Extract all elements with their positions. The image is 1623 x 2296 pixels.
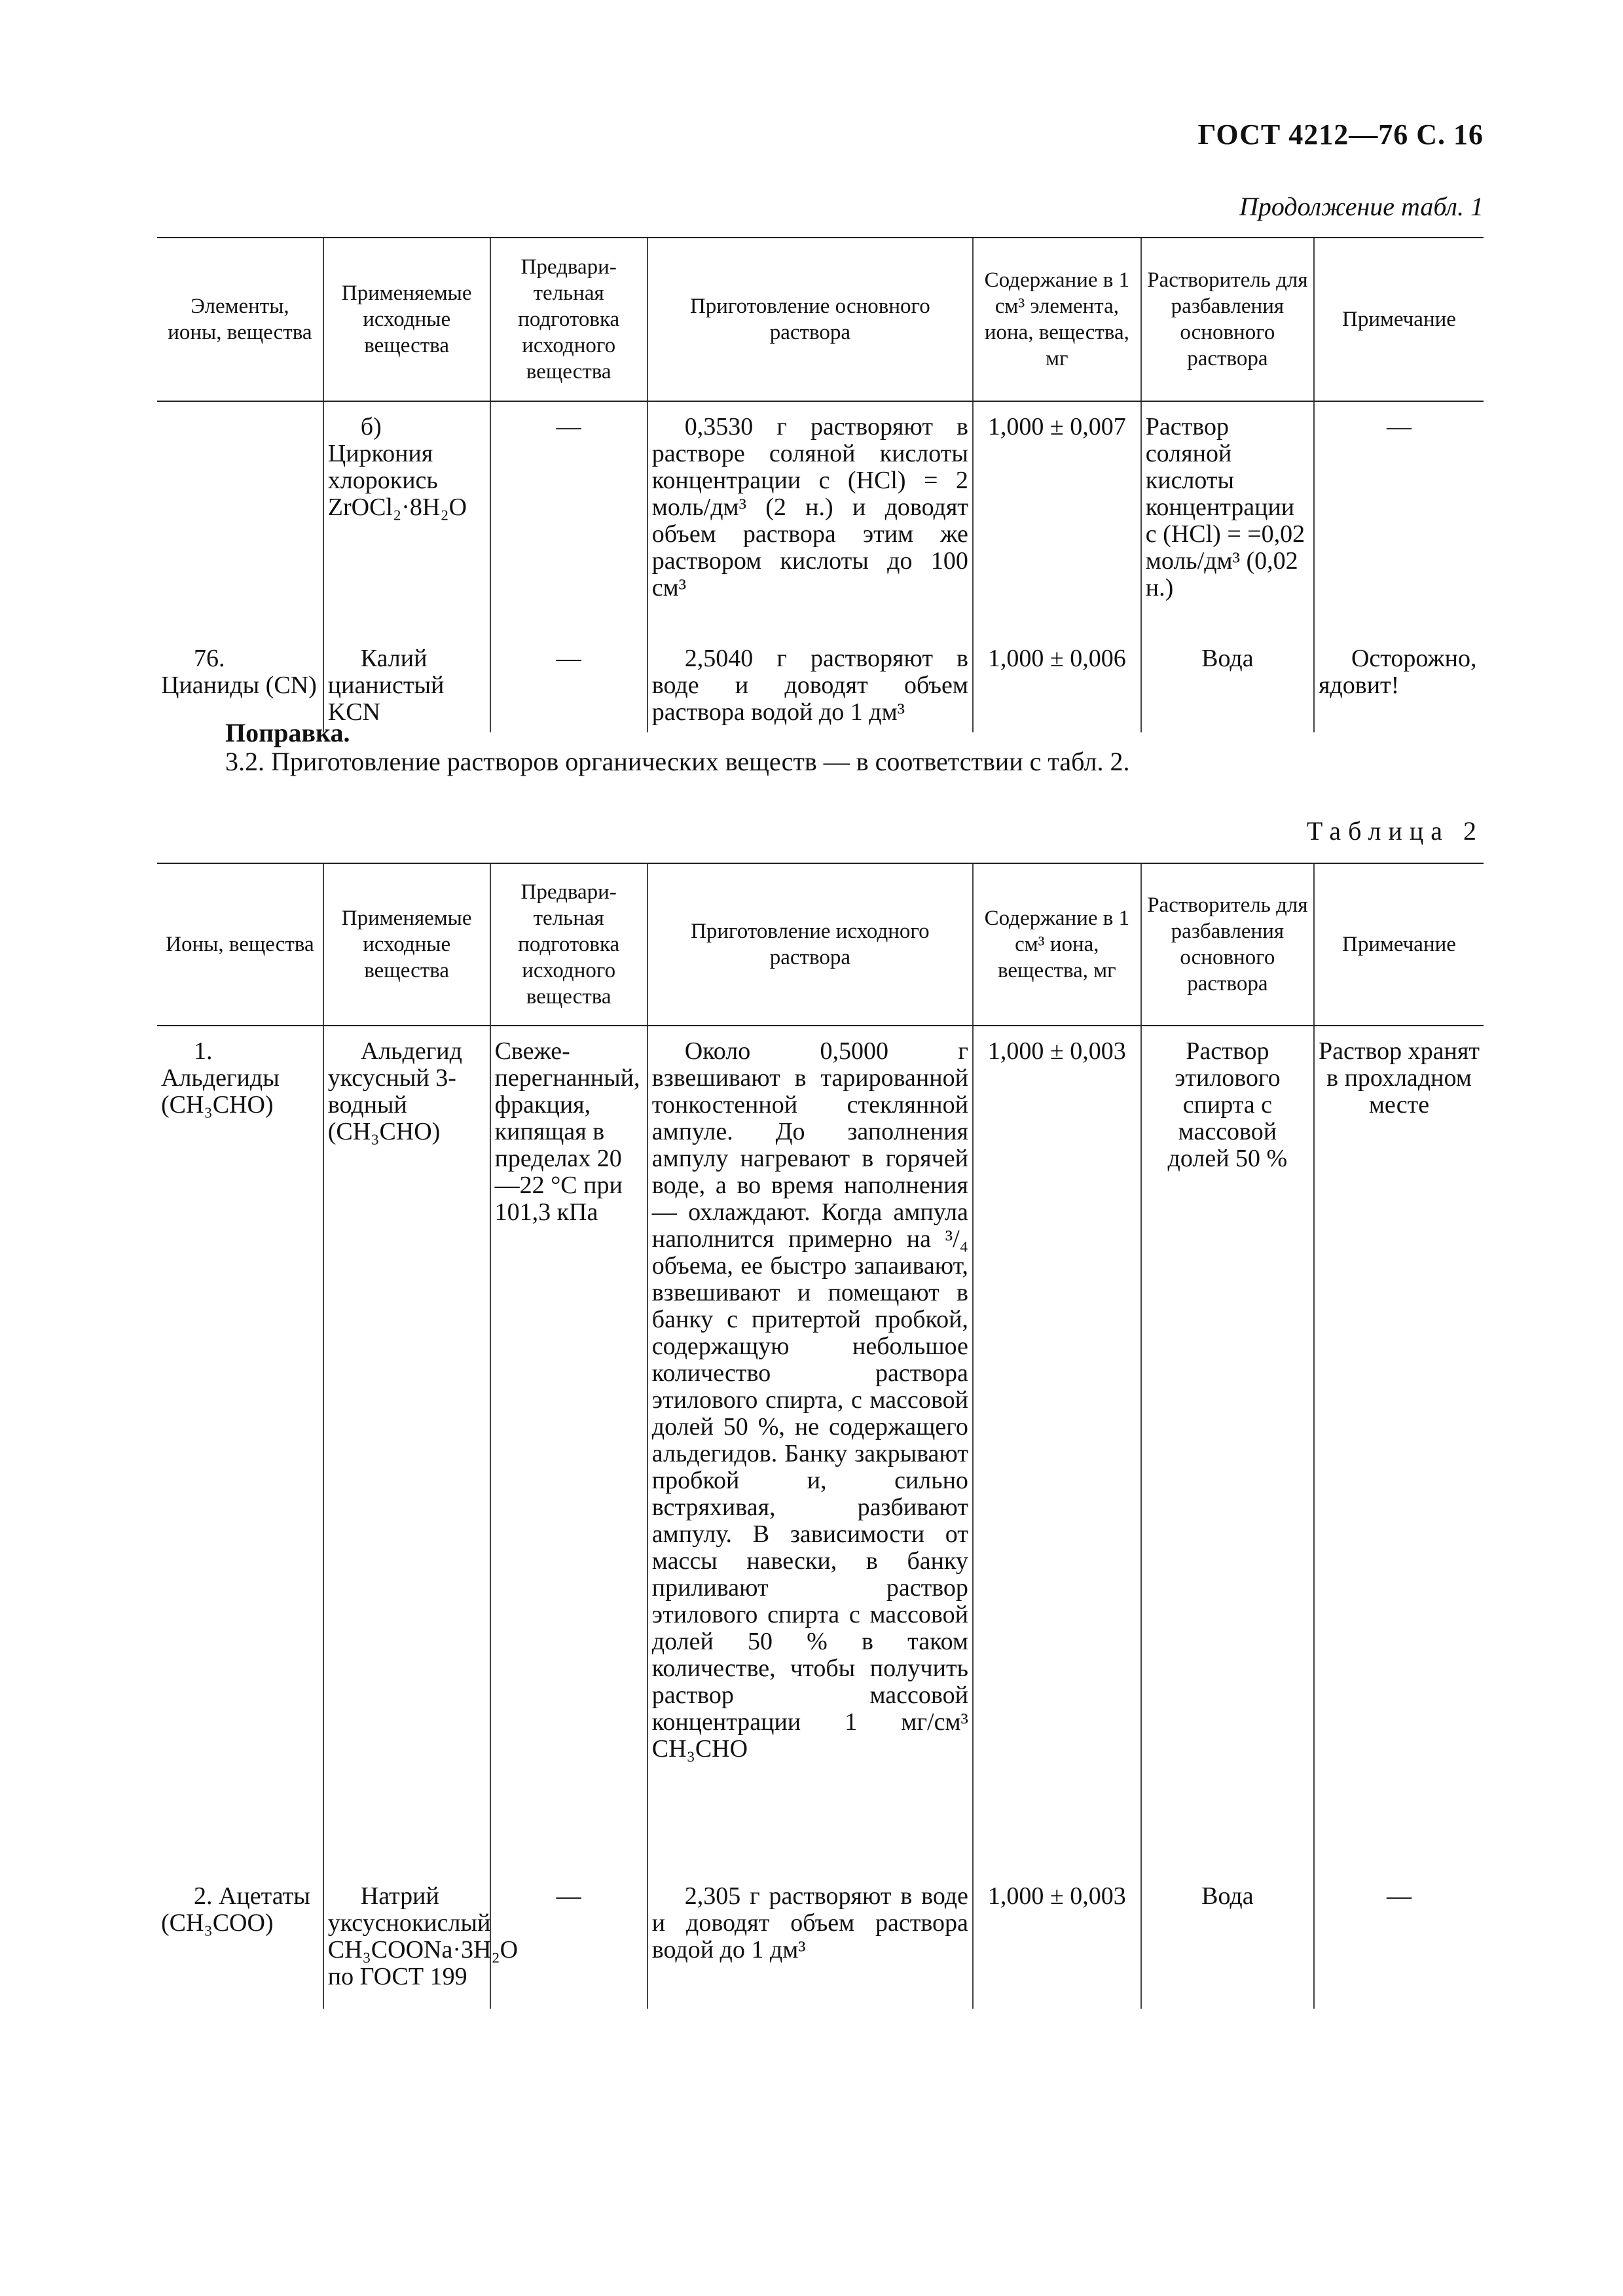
t2-r2-preparation: 2,305 г растворяют в воде и доводят объем раствора водой до 1 дм³ xyxy=(647,1871,973,2009)
page-header: ГОСТ 4212—76 С. 16 xyxy=(1197,118,1484,151)
t2-r1-note: Раствор хранят в прохладном месте xyxy=(1314,1026,1484,1871)
t2-header-col-5: Содержание в 1 см³ иона, вещества, мг xyxy=(973,863,1141,1026)
t1-header-col-2: Применяемые исходные вещества xyxy=(323,238,490,401)
t2-r2-solvent: Вода xyxy=(1141,1871,1314,2009)
table-row xyxy=(157,1026,1484,1871)
t2-header-col-3: Предвари-тельная подготовка исходного вещества xyxy=(490,863,647,1026)
t2-r2-note: — xyxy=(1314,1871,1484,2009)
t2-r1-pretreatment: Свеже-перегнанный, фракция, кипящая в пределах 20—22 °С при 101,3 кПа xyxy=(490,1026,647,1871)
amendment-title: Поправка. xyxy=(225,718,350,747)
t2-r2-substance: Натрий уксуснокислый CH₃COONa·3H₂O по ГОСТ 199 xyxy=(323,1871,490,2009)
t1-r1-solvent: Раствор соляной кислоты концентрации c (HCl) = =0,02 моль/дм³ (0,02 н.) xyxy=(1141,401,1314,634)
t1-header-col-5: Содержание в 1 см³ элемента, иона, вещества, мг xyxy=(973,238,1141,401)
t2-r1-preparation: Около 0,5000 г взвешивают в тарированной тонкостенной стеклянной ампуле. До заполнения ампулу нагревают в горячей воде, а во время наполнения — охлаждают. Когда ампула наполнится примерно на ³/₄ объема, ее быстро запаивают, взвешивают и помещают в банку с притертой пробкой, содержащую небольшое количество раствора этилового спирта, с массовой долей 50 %, не содержащего альдегидов. Банку закрывают пробкой и, сильно встряхивая, разбивают ампулу. В зависимости от массы навески, в банку приливают раствор этилового спирта с массовой долей 50 % в таком количестве, чтобы получить раствор массовой концентрации 1 мг/см³ CH₃CHO xyxy=(647,1026,973,1871)
t2-r1-solvent: Раствор этилового спирта с массовой долей 50 % xyxy=(1141,1026,1314,1871)
t2-header-col-4: Приготовление исходного раствора xyxy=(647,863,973,1026)
t2-r1-substance: Альдегид уксусный 3-водный (CH₃CHO) xyxy=(323,1026,490,1871)
t1-r2-content: 1,000 ± 0,006 xyxy=(973,634,1141,732)
t1-r1-content: 1,000 ± 0,007 xyxy=(973,401,1141,634)
amendment-text: 3.2. Приготовление растворов органических веществ — в соответствии с табл. 2. xyxy=(225,747,1130,776)
t1-r1-substance xyxy=(323,401,490,634)
t1-header-col-6: Растворитель для разбавления основного раствора xyxy=(1141,238,1314,401)
t1-r2-pretreatment: — xyxy=(490,634,647,732)
table-row xyxy=(157,1871,1484,2009)
t2-header-col-7: Примечание xyxy=(1314,863,1484,1026)
table-row xyxy=(157,634,1484,732)
t1-r1-substance-formula: ZrOCl₂·8H₂O xyxy=(327,493,467,521)
t2-r1-content: 1,000 ± 0,003 xyxy=(973,1026,1141,1871)
t1-header-col-3: Предвари-тельная подготовка исходного вещества xyxy=(490,238,647,401)
t2-header-col-6: Растворитель для разбавления основного раствора xyxy=(1141,863,1314,1026)
t1-r2-note: Осторожно, ядовит! xyxy=(1314,634,1484,732)
t1-header-col-7: Примечание xyxy=(1314,238,1484,401)
table-1 xyxy=(157,237,1484,732)
t1-r1-note: — xyxy=(1314,401,1484,634)
t1-header-col-1: Элементы, ионы, вещества xyxy=(157,238,323,401)
t1-r2-element: 76. Цианиды (CN) xyxy=(161,645,317,699)
t2-r2-pretreatment: — xyxy=(490,1871,647,2009)
t1-r1-element xyxy=(157,401,323,634)
table-row xyxy=(157,401,1484,634)
table-2 xyxy=(157,863,1484,2009)
t1-r1-pretreatment: — xyxy=(490,401,647,634)
t2-r1-element: 1. Альдегиды (CH₃CHO) xyxy=(161,1037,280,1119)
t2-header-col-1: Ионы, вещества xyxy=(157,863,323,1026)
table-continuation-label: Продолжение табл. 1 xyxy=(1239,192,1484,221)
t1-r2-substance: Калий цианистый KCN xyxy=(323,634,490,732)
table-2-caption: Таблица 2 xyxy=(1306,816,1484,846)
t1-header-col-4: Приготовление основного раствора xyxy=(647,238,973,401)
t1-r1-preparation: 0,3530 г растворяют в растворе соляной кислоты концентрации c (HCl) = 2 моль/дм³ (2 н.) и доводят объем раствора этим же раствором кислоты до 100 см³ xyxy=(647,401,973,634)
t1-r1-substance-label: б) Циркония хлорокись xyxy=(327,413,438,494)
t2-r2-element: 2. Ацетаты (CH₃COO) xyxy=(161,1882,310,1937)
t1-r2-solvent: Вода xyxy=(1141,634,1314,732)
t2-header-col-2: Применяемые исходные вещества xyxy=(323,863,490,1026)
t1-r2-preparation: 2,5040 г растворяют в воде и доводят объем раствора водой до 1 дм³ xyxy=(647,634,973,732)
t2-r2-content: 1,000 ± 0,003 xyxy=(973,1871,1141,2009)
